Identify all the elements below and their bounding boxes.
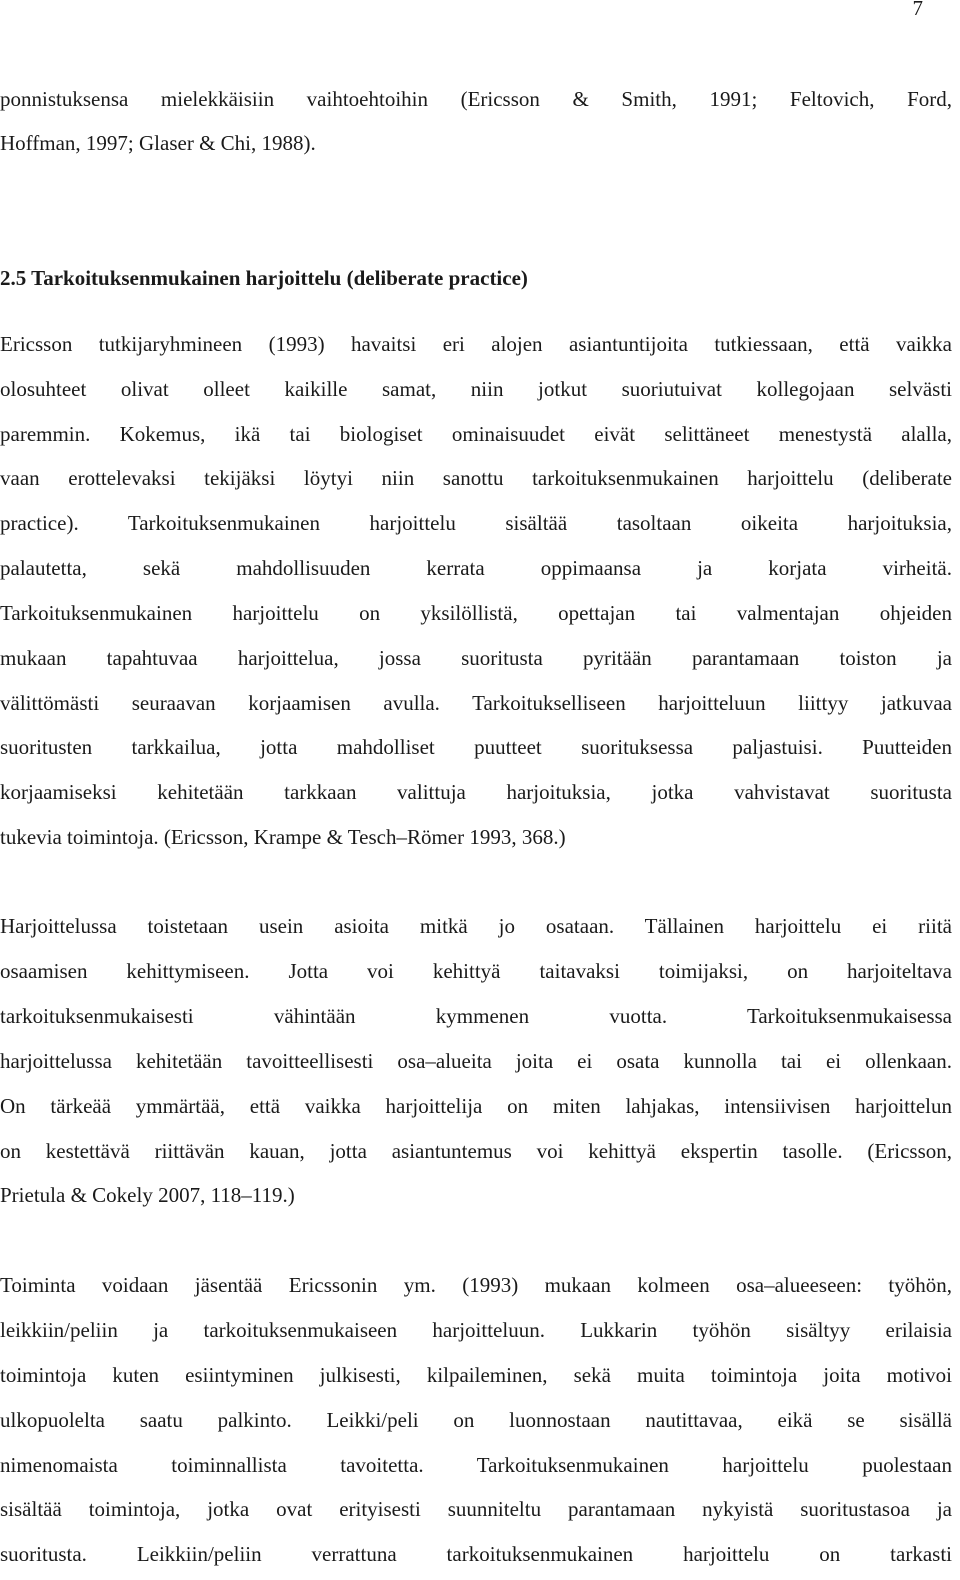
- paragraph-line: harjoittelussa kehitetään tavoitteellisesti osa–alueita joita ei osata kunnolla tai ei ollenkaan.: [0, 1049, 952, 1073]
- paragraph-line: paremmin. Kokemus, ikä tai biologiset ominaisuudet eivät selittäneet menestystä alalla,: [0, 422, 952, 446]
- paragraph-line: korjaamiseksi kehitetään tarkkaan valittuja harjoituksia, jotka vahvistavat suoritusta: [0, 780, 952, 804]
- paragraph-line: tarkoituksenmukaisesti vähintään kymmenen vuotta. Tarkoituksenmukaisessa: [0, 1004, 952, 1028]
- paragraph-line: vaan erottelevaksi tekijäksi löytyi niin sanottu tarkoituksenmukainen harjoittelu (deliberate: [0, 466, 952, 490]
- paragraph-line: sisältää toimintoja, jotka ovat erityisesti suunniteltu parantamaan nykyistä suoritustasoa ja: [0, 1497, 952, 1521]
- paragraph-line: suoritusta. Leikkiin/peliin verrattuna tarkoituksenmukainen harjoittelu on tarkasti: [0, 1542, 952, 1566]
- paragraph-line: practice). Tarkoituksenmukainen harjoittelu sisältää tasoltaan oikeita harjoituksia,: [0, 511, 952, 535]
- paragraph-line: Toiminta voidaan jäsentää Ericssonin ym. (1993) mukaan kolmeen osa–alueeseen: työhön,: [0, 1273, 952, 1297]
- paragraph-line: leikkiin/peliin ja tarkoituksenmukaiseen harjoitteluun. Lukkarin työhön sisältyy erilaisia: [0, 1318, 952, 1342]
- paragraph-line: On tärkeää ymmärtää, että vaikka harjoittelija on miten lahjakas, intensiivisen harjoittelun: [0, 1094, 952, 1118]
- paragraph-line: ponnistuksensa mielekkäisiin vaihtoehtoihin (Ericsson & Smith, 1991; Feltovich, Ford,: [0, 87, 952, 111]
- paragraph-line: on kestettävä riittävän kauan, jotta asiantuntemus voi kehittyä ekspertin tasolle. (Ericsson,: [0, 1139, 952, 1163]
- paragraph-line: Ericsson tutkijaryhmineen (1993) havaitsi eri alojen asiantuntijoita tutkiessaan, että vaikka: [0, 332, 952, 356]
- paragraph-line: Harjoittelussa toistetaan usein asioita mitkä jo osataan. Tällainen harjoittelu ei riitä: [0, 914, 952, 938]
- paragraph-line: olosuhteet olivat olleet kaikille samat, niin jotkut suoriutuivat kollegojaan selvästi: [0, 377, 952, 401]
- paragraph-line: Prietula & Cokely 2007, 118–119.): [0, 1183, 295, 1207]
- section-heading: 2.5 Tarkoituksenmukainen harjoittelu (deliberate practice): [0, 266, 528, 290]
- paragraph-line: Hoffman, 1997; Glaser & Chi, 1988).: [0, 131, 316, 155]
- paragraph-line: palautetta, sekä mahdollisuuden kerrata oppimaansa ja korjata virheitä.: [0, 556, 952, 580]
- paragraph-line: mukaan tapahtuvaa harjoittelua, jossa suoritusta pyritään parantamaan toiston ja: [0, 646, 952, 670]
- page-number: 7: [912, 0, 923, 20]
- paragraph-line: suoritusten tarkkailua, jotta mahdolliset puutteet suorituksessa paljastuisi. Puutteiden: [0, 735, 952, 759]
- paragraph-line: välittömästi seuraavan korjaamisen avulla. Tarkoitukselliseen harjoitteluun liittyy jatkuvaa: [0, 691, 952, 715]
- paragraph-line: nimenomaista toiminnallista tavoitetta. Tarkoituksenmukainen harjoittelu puolestaan: [0, 1453, 952, 1477]
- paragraph-line: tukevia toimintoja. (Ericsson, Krampe & Tesch–Römer 1993, 368.): [0, 825, 566, 849]
- paragraph-line: ulkopuolelta saatu palkinto. Leikki/peli on luonnostaan nautittavaa, eikä se sisällä: [0, 1408, 952, 1432]
- paragraph-line: Tarkoituksenmukainen harjoittelu on yksilöllistä, opettajan tai valmentajan ohjeiden: [0, 601, 952, 625]
- paragraph-line: osaamisen kehittymiseen. Jotta voi kehittyä taitavaksi toimijaksi, on harjoiteltava: [0, 959, 952, 983]
- paragraph-line: toimintoja kuten esiintyminen julkisesti, kilpaileminen, sekä muita toimintoja joita motivoi: [0, 1363, 952, 1387]
